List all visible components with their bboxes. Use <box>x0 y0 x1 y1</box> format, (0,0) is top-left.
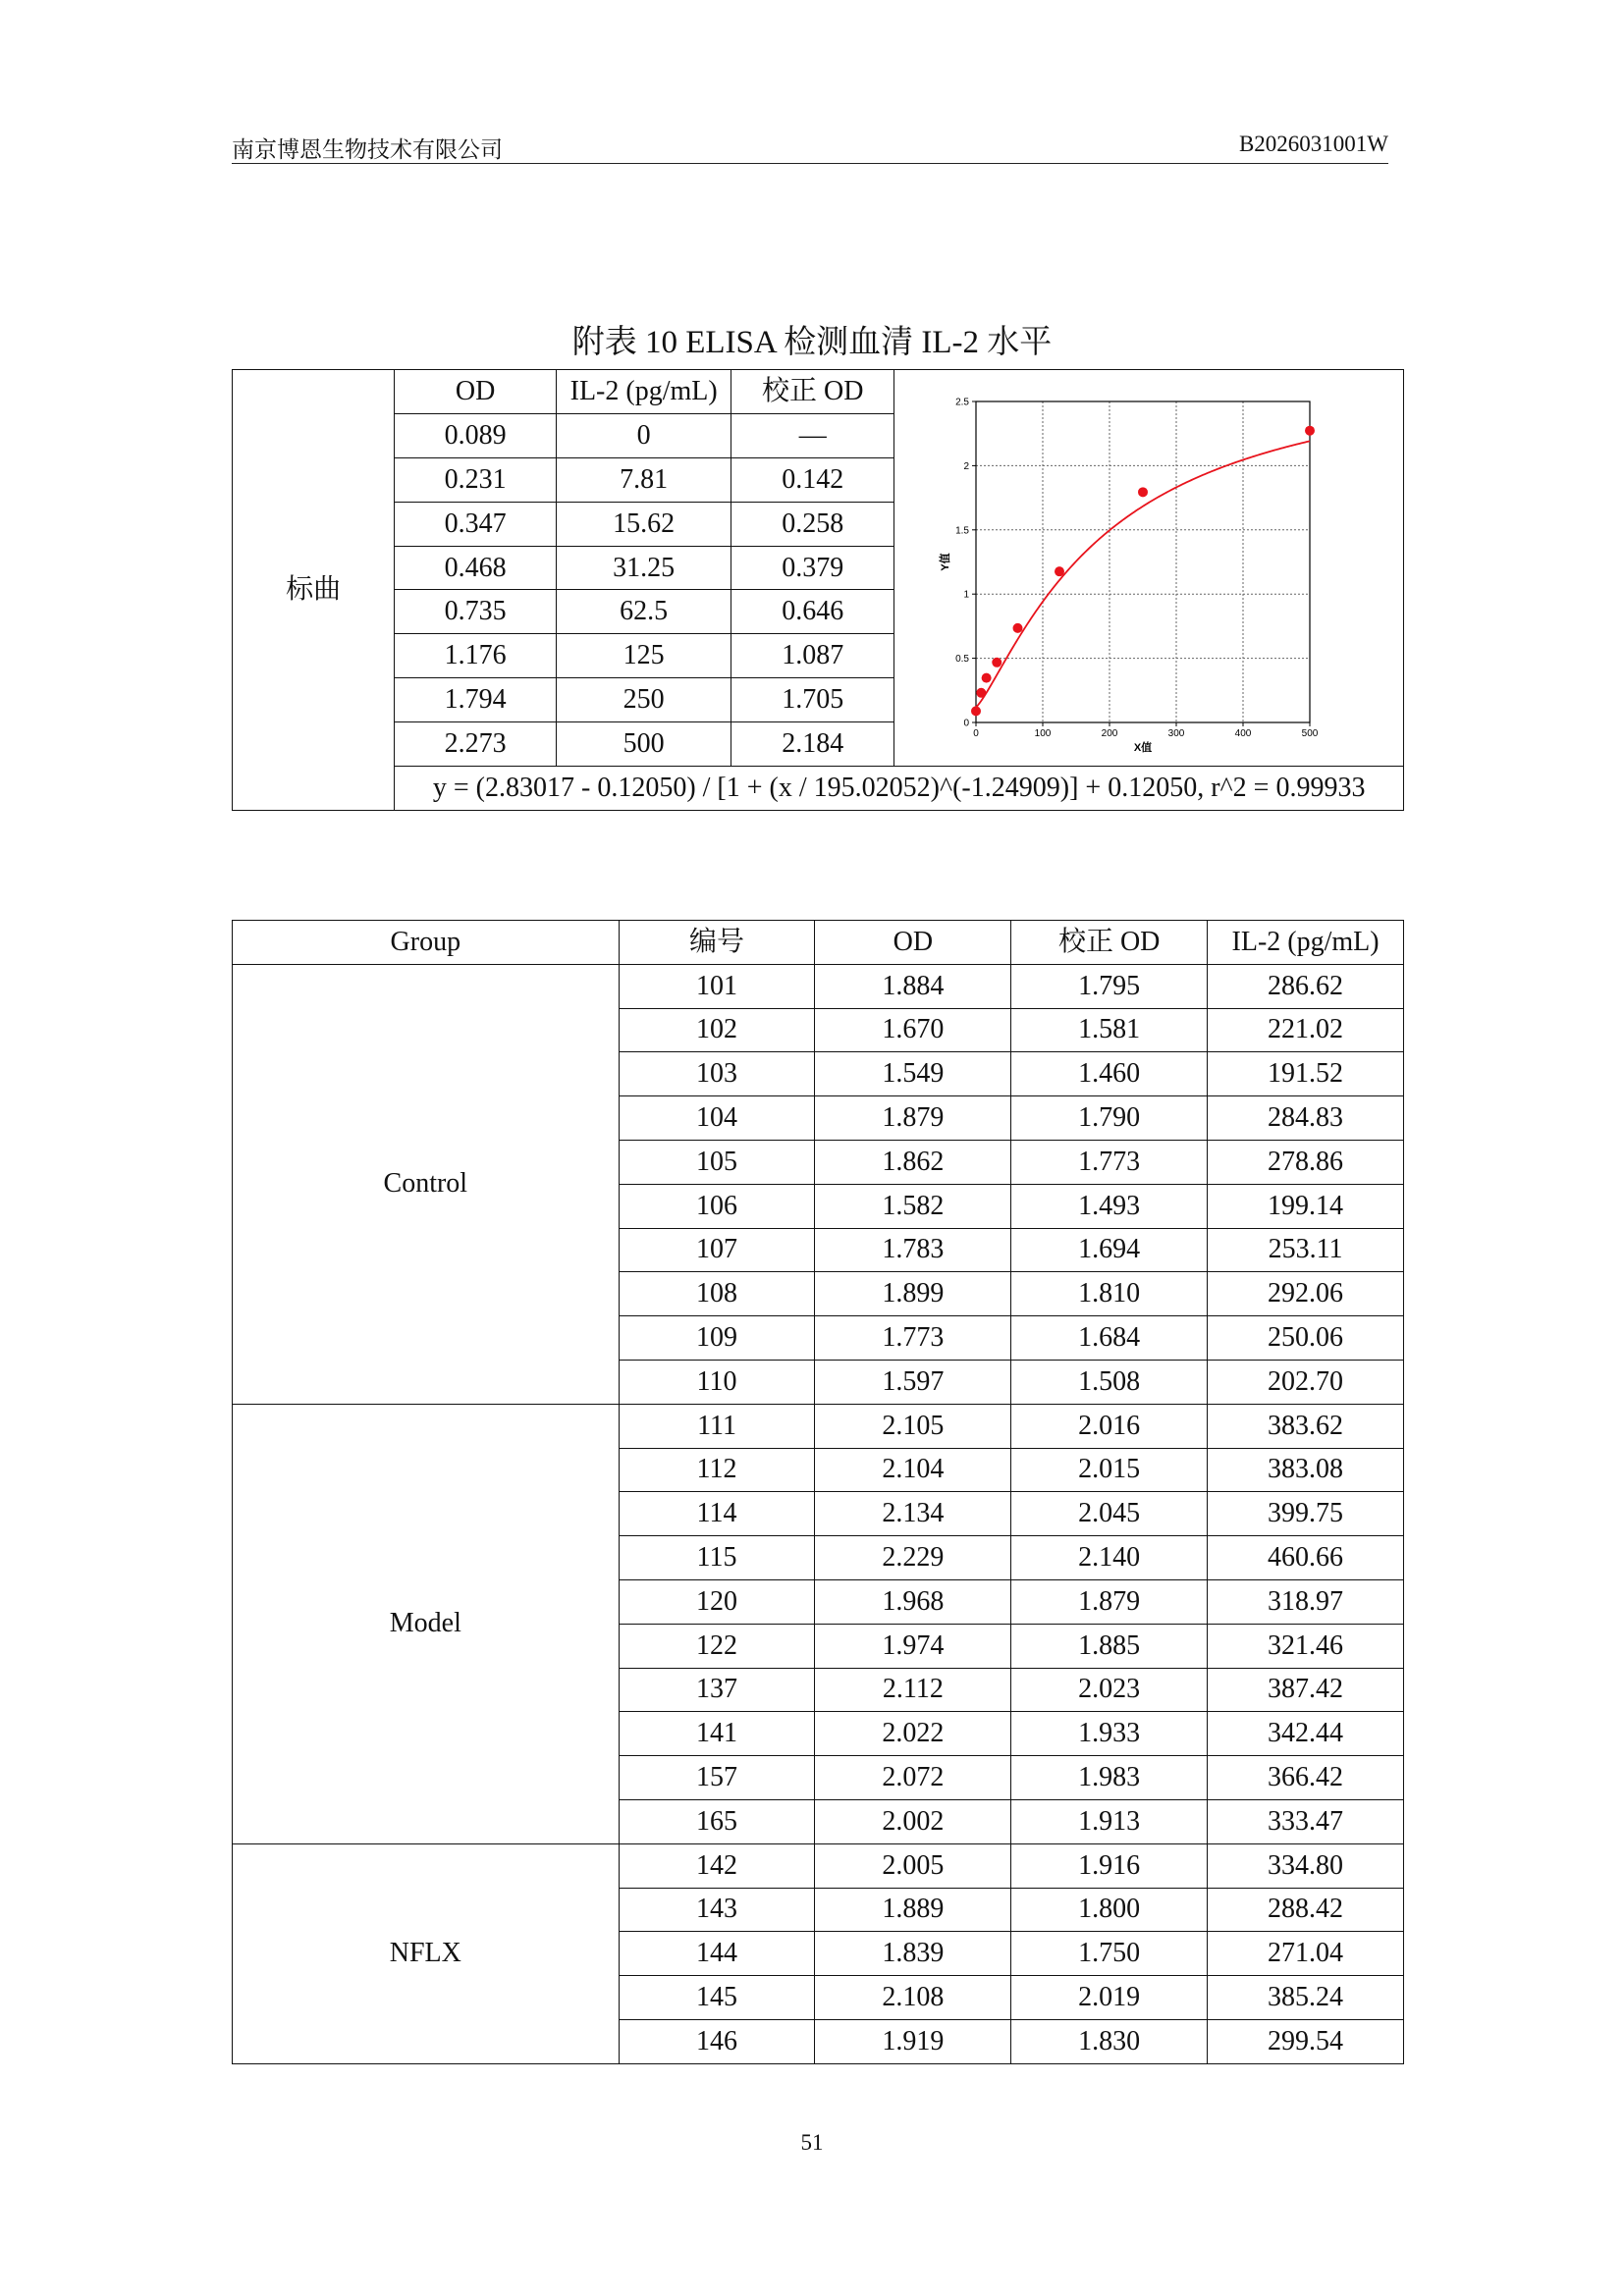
sample-cell: 1.795 <box>1011 964 1208 1008</box>
sample-cell: 1.773 <box>1011 1140 1208 1184</box>
group-name: Model <box>233 1404 620 1843</box>
standard-curve-chart <box>894 370 1403 758</box>
sample-cell: 1.968 <box>815 1579 1011 1624</box>
sample-cell: 1.884 <box>815 964 1011 1008</box>
standard-cell: 0.379 <box>731 546 894 590</box>
sample-cell: 271.04 <box>1208 1932 1404 1976</box>
standard-cell: 0.258 <box>731 502 894 546</box>
standard-cell: 31.25 <box>556 546 731 590</box>
sample-cell: 1.839 <box>815 1932 1011 1976</box>
sample-cell: 1.885 <box>1011 1624 1208 1668</box>
sample-cell: 1.810 <box>1011 1272 1208 1316</box>
standard-cell: 62.5 <box>556 590 731 634</box>
sample-cell: 114 <box>619 1492 815 1536</box>
y-axis-label: Y值 <box>939 553 951 571</box>
standard-cell: 1.705 <box>731 678 894 722</box>
standard-cell: 0.735 <box>395 590 557 634</box>
sample-cell: 2.016 <box>1011 1404 1208 1448</box>
sample-cell: 1.933 <box>1011 1712 1208 1756</box>
sample-cell: 383.08 <box>1208 1448 1404 1492</box>
standard-cell: 0 <box>556 413 731 457</box>
sample-cell: 318.97 <box>1208 1579 1404 1624</box>
sample-cell: 1.684 <box>1011 1316 1208 1361</box>
fit-formula: y = (2.83017 - 0.12050) / [1 + (x / 195.02052)^(-1.24909)] + 0.12050, r^2 = 0.99933 <box>395 767 1404 811</box>
sample-row <box>233 1843 1404 1888</box>
sample-cell: 299.54 <box>1208 2019 1404 2063</box>
sample-header-cell: OD <box>815 921 1011 965</box>
document-number: B2026031001W <box>1238 132 1388 156</box>
sample-cell: 1.919 <box>815 2019 1011 2063</box>
table-title: 附表 10 ELISA 检测血清 IL-2 水平 <box>571 325 1053 360</box>
sample-cell: 1.983 <box>1011 1756 1208 1800</box>
y-tick-label: 2.5 <box>955 397 969 408</box>
sample-cell: 2.140 <box>1011 1536 1208 1580</box>
sample-cell: 2.105 <box>815 1404 1011 1448</box>
standard-cell: 0.646 <box>731 590 894 634</box>
sample-cell: 144 <box>619 1932 815 1976</box>
sample-cell: 115 <box>619 1536 815 1580</box>
sample-cell: 122 <box>619 1624 815 1668</box>
page-header <box>232 128 1388 164</box>
x-tick-label: 100 <box>1034 728 1052 739</box>
sample-cell: 2.022 <box>815 1712 1011 1756</box>
sample-cell: 2.104 <box>815 1448 1011 1492</box>
sample-cell: 1.694 <box>1011 1228 1208 1272</box>
sample-cell: 105 <box>619 1140 815 1184</box>
data-point <box>976 688 986 698</box>
sample-cell: 1.783 <box>815 1228 1011 1272</box>
standard-cell: 125 <box>556 634 731 678</box>
standard-header-row <box>233 370 1404 414</box>
sample-cell: 2.112 <box>815 1668 1011 1712</box>
x-tick-label: 300 <box>1167 728 1185 739</box>
sample-cell: 112 <box>619 1448 815 1492</box>
sample-cell: 321.46 <box>1208 1624 1404 1668</box>
y-tick-label: 0.5 <box>955 654 969 666</box>
sample-cell: 101 <box>619 964 815 1008</box>
standard-cell: 0.347 <box>395 502 557 546</box>
sample-cell: 284.83 <box>1208 1096 1404 1141</box>
sample-header-row <box>233 921 1404 965</box>
sample-cell: 1.549 <box>815 1052 1011 1096</box>
sample-cell: 2.072 <box>815 1756 1011 1800</box>
sample-cell: 366.42 <box>1208 1756 1404 1800</box>
sample-cell: 1.879 <box>815 1096 1011 1141</box>
sample-cell: 2.005 <box>815 1843 1011 1888</box>
data-point <box>1305 426 1315 436</box>
sample-header-cell: Group <box>233 921 620 965</box>
sample-cell: 1.862 <box>815 1140 1011 1184</box>
sample-cell: 2.045 <box>1011 1492 1208 1536</box>
sample-cell: 383.62 <box>1208 1404 1404 1448</box>
standard-cell: 250 <box>556 678 731 722</box>
sample-cell: 1.899 <box>815 1272 1011 1316</box>
sample-cell: 1.460 <box>1011 1052 1208 1096</box>
sample-header-cell: 编号 <box>619 921 815 965</box>
sample-cell: 2.015 <box>1011 1448 1208 1492</box>
sample-cell: 2.134 <box>815 1492 1011 1536</box>
standard-cell: 1.087 <box>731 634 894 678</box>
sample-row <box>233 1404 1404 1448</box>
sample-cell: 157 <box>619 1756 815 1800</box>
sample-cell: 109 <box>619 1316 815 1361</box>
standard-cell: 15.62 <box>556 502 731 546</box>
sample-cell: 199.14 <box>1208 1184 1404 1228</box>
standard-cell: 0.142 <box>731 457 894 502</box>
sample-cell: 108 <box>619 1272 815 1316</box>
sample-cell: 102 <box>619 1008 815 1052</box>
y-tick-label: 0 <box>963 718 969 729</box>
sample-cell: 202.70 <box>1208 1360 1404 1404</box>
sample-cell: 1.597 <box>815 1360 1011 1404</box>
sample-cell: 1.670 <box>815 1008 1011 1052</box>
sample-cell: 1.508 <box>1011 1360 1208 1404</box>
sample-cell: 1.830 <box>1011 2019 1208 2063</box>
sample-cell: 1.582 <box>815 1184 1011 1228</box>
sample-cell: 104 <box>619 1096 815 1141</box>
sample-cell: 460.66 <box>1208 1536 1404 1580</box>
standard-header-cell: OD <box>395 370 557 414</box>
standard-cell: 7.81 <box>556 457 731 502</box>
sample-cell: 278.86 <box>1208 1140 1404 1184</box>
standard-curve-chart-cell <box>893 370 1403 767</box>
sample-cell: 1.800 <box>1011 1888 1208 1932</box>
sample-cell: 1.913 <box>1011 1799 1208 1843</box>
sample-cell: 106 <box>619 1184 815 1228</box>
data-point <box>971 706 981 716</box>
standard-cell: 0.231 <box>395 457 557 502</box>
data-point <box>1055 566 1064 576</box>
standard-cell: — <box>731 413 894 457</box>
sample-cell: 1.974 <box>815 1624 1011 1668</box>
plot-frame <box>976 401 1310 722</box>
standard-cell: 1.176 <box>395 634 557 678</box>
sample-cell: 2.019 <box>1011 1976 1208 2020</box>
x-tick-label: 500 <box>1301 728 1319 739</box>
page-number: 51 <box>800 2130 824 2155</box>
sample-cell: 333.47 <box>1208 1799 1404 1843</box>
formula-row <box>233 767 1404 811</box>
standard-cell: 500 <box>556 722 731 767</box>
sample-cell: 334.80 <box>1208 1843 1404 1888</box>
standard-curve-table <box>232 369 1404 811</box>
data-point <box>982 673 992 683</box>
sample-cell: 1.493 <box>1011 1184 1208 1228</box>
sample-header-cell: 校正 OD <box>1011 921 1208 965</box>
y-tick-label: 1 <box>963 589 969 601</box>
sample-header-cell: IL-2 (pg/mL) <box>1208 921 1404 965</box>
y-tick-label: 1.5 <box>955 525 969 537</box>
sample-cell: 143 <box>619 1888 815 1932</box>
standard-cell: 2.273 <box>395 722 557 767</box>
standard-cell: 2.184 <box>731 722 894 767</box>
sample-cell: 221.02 <box>1208 1008 1404 1052</box>
standard-cell: 0.468 <box>395 546 557 590</box>
sample-cell: 253.11 <box>1208 1228 1404 1272</box>
sample-cell: 288.42 <box>1208 1888 1404 1932</box>
sample-cell: 145 <box>619 1976 815 2020</box>
sample-cell: 107 <box>619 1228 815 1272</box>
sample-cell: 120 <box>619 1579 815 1624</box>
standard-header-cell: 校正 OD <box>731 370 894 414</box>
sample-cell: 2.108 <box>815 1976 1011 2020</box>
sample-cell: 1.916 <box>1011 1843 1208 1888</box>
sample-cell: 141 <box>619 1712 815 1756</box>
sample-cell: 292.06 <box>1208 1272 1404 1316</box>
sample-cell: 1.581 <box>1011 1008 1208 1052</box>
sample-cell: 1.773 <box>815 1316 1011 1361</box>
standard-header-cell: IL-2 (pg/mL) <box>556 370 731 414</box>
x-axis-label: X值 <box>1133 742 1153 754</box>
sample-cell: 342.44 <box>1208 1712 1404 1756</box>
sample-cell: 111 <box>619 1404 815 1448</box>
group-name: Control <box>233 964 620 1404</box>
sample-cell: 1.790 <box>1011 1096 1208 1141</box>
sample-cell: 2.023 <box>1011 1668 1208 1712</box>
data-point <box>992 658 1001 667</box>
sample-cell: 2.002 <box>815 1799 1011 1843</box>
sample-cell: 103 <box>619 1052 815 1096</box>
sample-cell: 191.52 <box>1208 1052 1404 1096</box>
sample-cell: 165 <box>619 1799 815 1843</box>
sample-cell: 1.750 <box>1011 1932 1208 1976</box>
sample-cell: 385.24 <box>1208 1976 1404 2020</box>
y-tick-label: 2 <box>963 460 969 472</box>
sample-cell: 399.75 <box>1208 1492 1404 1536</box>
sample-cell: 286.62 <box>1208 964 1404 1008</box>
sample-results-table <box>232 920 1404 2064</box>
sample-row <box>233 964 1404 1008</box>
standard-cell: 0.089 <box>395 413 557 457</box>
sample-cell: 387.42 <box>1208 1668 1404 1712</box>
sample-cell: 142 <box>619 1843 815 1888</box>
sample-cell: 1.879 <box>1011 1579 1208 1624</box>
standard-row-label: 标曲 <box>233 370 395 811</box>
group-name: NFLX <box>233 1843 620 2063</box>
data-point <box>1138 487 1148 497</box>
x-tick-label: 200 <box>1101 728 1118 739</box>
data-point <box>1012 623 1022 633</box>
x-tick-label: 0 <box>973 728 979 739</box>
x-tick-label: 400 <box>1234 728 1252 739</box>
sample-cell: 146 <box>619 2019 815 2063</box>
sample-cell: 1.889 <box>815 1888 1011 1932</box>
fit-curve <box>976 441 1310 707</box>
sample-cell: 2.229 <box>815 1536 1011 1580</box>
standard-cell: 1.794 <box>395 678 557 722</box>
sample-cell: 137 <box>619 1668 815 1712</box>
company-name: 南京博恩生物技术有限公司 <box>232 137 503 162</box>
sample-cell: 110 <box>619 1360 815 1404</box>
sample-cell: 250.06 <box>1208 1316 1404 1361</box>
